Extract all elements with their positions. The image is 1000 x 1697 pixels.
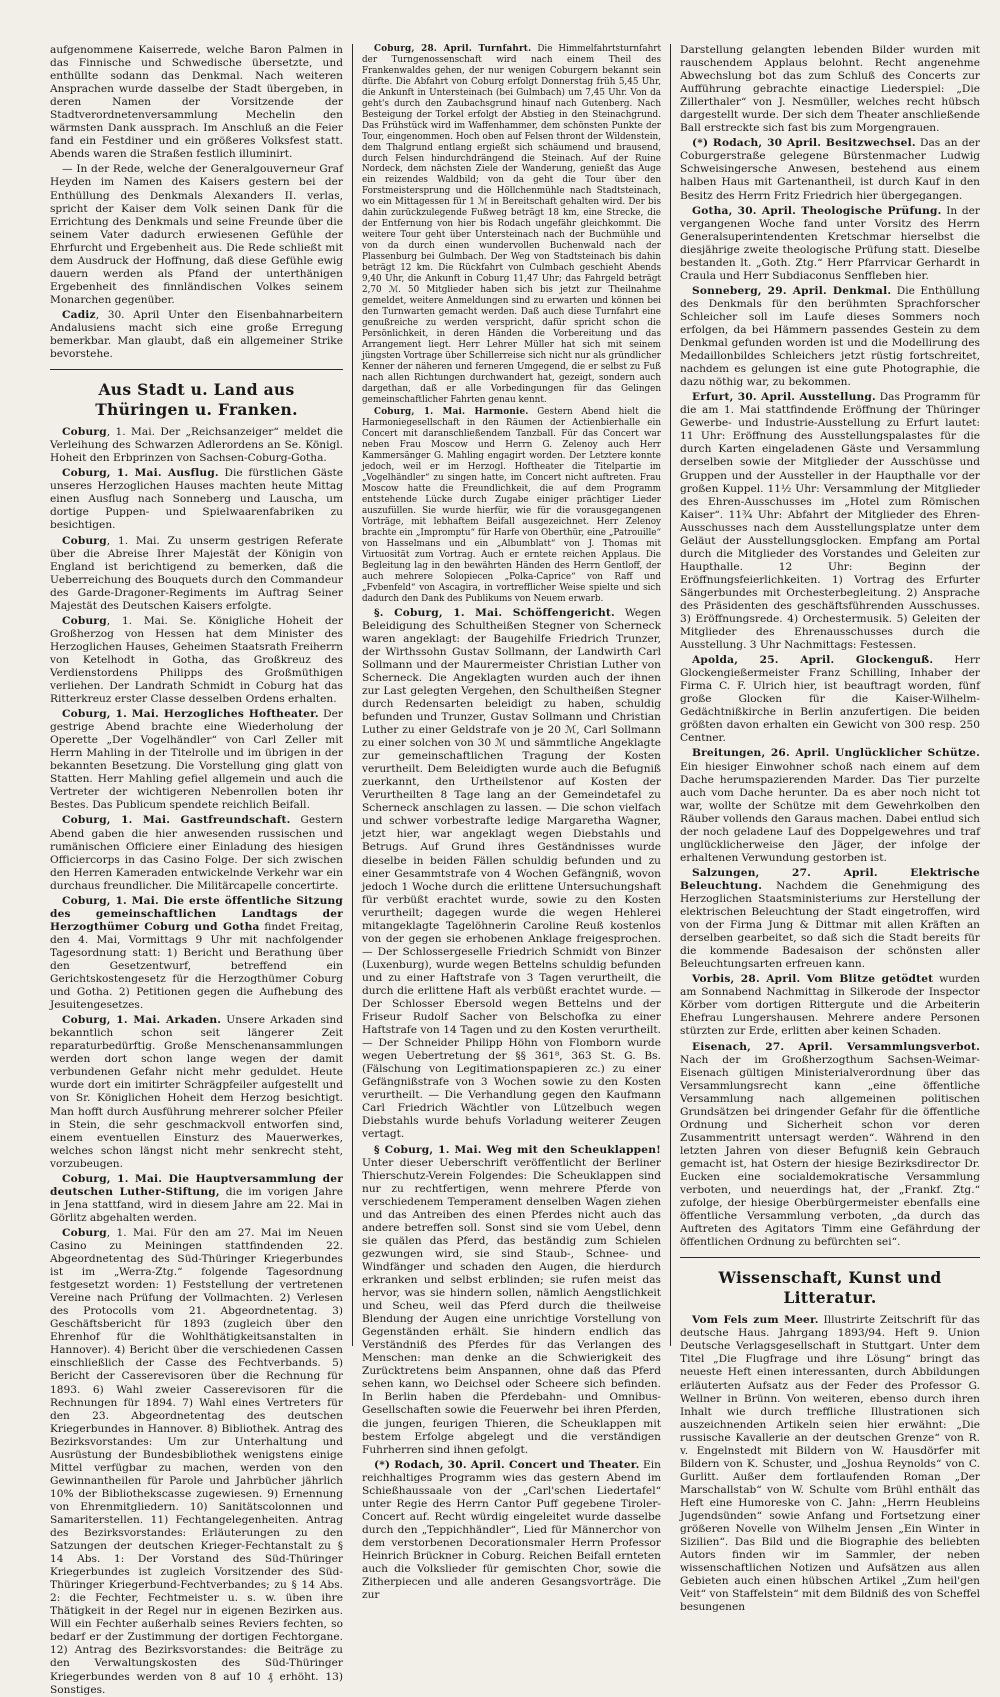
article-head: (*) Rodach, 30 April. Besitzwechsel. (692, 137, 916, 150)
article-head: Breitungen, 26. April. Unglücklicher Schütze. (692, 747, 980, 760)
article-head: Vorbis, 28. April. Vom Blitze getödtet (692, 973, 934, 986)
article-text: die im vorigen Jahre in Jena stattfand, wird in diesem Jahre am 22. Mai in Görlitz abgehalten werden. (50, 1185, 343, 1224)
article-text: Nach der im Großherzogthum Sachsen-Weimar-Eisenach gültigen Ministerialverordnung über das Versammlungsrecht kann „eine öffentliche Versammlung nach allgemeinen politischen Grundsätzen bei dringender Gefahr für die öffentliche Ordnung und Sicherheit schon vor deren Zusammentritt untersagt werden“. Während in den letzten Jahren von dieser Befugniß kein Gebrauch gemacht ist, hat Ostern der hiesige Bezirksdirector Dr. Eucken eine socialdemokratische Versammlung verboten, und neuerdings hat, der „Frankf. Ztg.“ zufolge, der hiesige Oberbürgermeister ebenfalls eine öffentliche Versammlung verboten, „da durch das Auftreten des Agitators Timm eine Gefährdung der öffentlichen Ordnung zu befürchten sei“. (680, 1053, 980, 1249)
article (680, 747, 980, 864)
article-head: Coburg (62, 614, 107, 627)
article-text: Das Programm für die am 1. Mai stattfindende Eröffnung der Thüringer Gewerbe- und Industrie-Ausstellung zu Erfurt lautet: 11 Uhr: Eröffnung des Ausstellungspalastes für die durch Karten eingeladenen Gäste und Versammlung derselben sowie der Mitglieder der Ausschüsse und Gruppen und der Aussteller in der Haupthalle vor der großen Kuppel. 11½ Uhr: Versammlung der Mitglieder des Ehren-Ausschusses im „Hotel zum Römischen Kaiser“. 11¾ Uhr: Abfahrt der Mitglieder des Ehren-Ausschusses nach dem Ausstellungsplatze unter dem Geläut der Ausstellungsglocken. Empfang am Portal durch die Mitglieder des Vorstandes und Geleiten zur Haupthalle. 12 Uhr: Beginn der Eröffnungsfeierlichkeiten. 1) Vortrag des Erfurter Sängerbundes mit Orchesterbegleitung. 2) Ansprache des Präsidenten des geschäftsführenden Ausschusses. 3) Eröffnungsrede. 4) Orchestermusik. 5) Geleiten der Mitglieder des Ehrenausschusses durch die Ausstellung. 3 Uhr Nachmittags: Festessen. (680, 391, 980, 652)
article-text: Unter dieser Ueberschrift veröffentlicht der Berliner Thierschutz-Verein Folgendes: Die Scheuklappen sind nur zu rechtfertigen, wenn mehrere Pferde von verschiedenem Temperament denselben Wagen ziehen und das Antreiben des einen Pferdes nicht auch das andere betreffen soll. Sonst sind sie vom Uebel, denn sie quälen das Pferd, das beständig zum Schielen gezwungen wird, sie sind Staub-, Schnee- und Windfänger und schaden den Augen, die hierdurch erkranken und selbst erblinden; sie rufen meist das hervor, was sie hindern sollen, nämlich Aengstlichkeit und Scheu, weil das Pferd durch die theilweise Blendung der Augen eine unrichtige Vorstellung von Gegenständen erhält. Sie hindern endlich das Verständniß des Pferdes für das Verlangen des Menschen: man denke an die Schwierigkeit des Zurücktretens beim Anspannen, ohne daß das Pferd sehen kann, wo Deichsel oder Scheere sich befinden. In Berlin haben die Pferdebahn- und Omnibus-Gesellschaften sowie die Feuerwehr bei ihren Pferden, die jungen, feurigen Thieren, die Scheuklappen mit bestem Erfolge abgelegt und die verständigen Fuhrherren sind ihnen gefolgt. (362, 1156, 661, 1456)
article-text: Herr Glockengießermeister Franz Schilling, Inhaber der Firma C. F. Ulrich hier, ist beauftragt worden, fünf große Glocken für die Kaiser-Wilhelm-Gedächtnißkirche in Berlin anzufertigen. Die beiden größten davon erhalten ein Gewicht von 300 resp. 250 Centner. (680, 654, 980, 745)
column-rule (670, 44, 671, 1346)
article (680, 205, 980, 283)
article-text: Nachdem die Genehmigung des Herzoglichen Staatsministeriums zur Herstellung der elektrischen Beleuchtung der Stadt eingetroffen, wird von der Firma Jung & Dittmar mit allen Kräften an derselben gearbeitet, so daß sich die Stadt bereits für die kommende Badesaison der schönsten aller Beleuchtungsarten erfreuen kann. (680, 879, 980, 971)
article-head: Sonneberg, 29. April. Denkmal. (692, 284, 892, 297)
article-head: Gotha, 30. April. Theologische Prüfung. (692, 204, 942, 217)
article (50, 1227, 343, 1697)
article-text: Wegen Beleidigung des Schultheißen Stegner von Scherneck waren angeklagt: der Baugehilfe Friedrich Trunzer, der Wirthssohn Gustav Sollmann, der Landwirth Carl Sollmann und der Maurermeister Christian Luther von Scherneck. Die Angeklagten wurden auch der ihnen zur Last gelegten Vergehen, den Schultheißen Stegner durch Redensarten beleidigt zu haben, schuldig befunden und Trunzer, Gustav Sollmann und Christian Luther zu einer Geldstrafe von je 20 ℳ, Carl Sollmann zu einer solchen von 30 ℳ und sämmtliche Angeklagte zur gemeinschaftlichen Tragung der Kosten verurtheilt. Dem Beleidigten wurde auch die Befugniß zuerkannt, den Urtheilstenor auf Kosten der Verurtheilten 8 Tage lang an der Gemeindetafel zu Scherneck anschlagen zu lassen. — Die schon vielfach und schwer vorbestrafte ledige Margaretha Wagner, jetzt hier, war angeklagt wegen Diebstahls und Betrugs. Auf Grund ihres Geständnisses wurde dieselbe in beiden Fällen schuldig befunden und zu einer Gesammtstrafe von 4 Wochen Gefängniß, wovon jedoch 1 Woche durch die erlittene Untersuchungshaft für verbüßt erachtet wurde, sowie zu den Kosten verurtheilt; dagegen wurde die wegen Hehlerei mitangeklagte Tagelöhnerin Caroline Reuß kostenlos von der gegen sie erhobenen Anklage freigesprochen. — Der Schlossergeselle Friedrich Schmidt von Binzer (Luxenburg), wurde wegen Bettelns schuldig befunden und zu einer Haftstrafe von 3 Tagen verurtheilt, die durch die erlittene Haft als verbüßt erachtet wurde. — Der Schlosser Ebersold wegen Bettelns und der Friseur Rudolf Sacher von Belschofka zu einer Haftstrafe von 14 Tagen und zu den Kosten verurtheilt. — Der Schneider Philipp Höhn von Flomborn wurde wegen Uebertretung der §§ 361⁸, 363 St. G. Bs. (Fälschung von Legitimationspapieren zc.) zu einer Gefängnißstrafe von 3 Wochen sowie zu den Kosten verurtheilt. — Die Verhandlung gegen den Kaufmann Carl Friedrich Wächtler von Lützelbuch wegen Diebstahls wurde behufs Vorladung weiterer Zeugen vertagt. (362, 606, 661, 1141)
article (362, 44, 661, 405)
article-text: Ein reichhaltiges Programm wies das gestern Abend im Schießhaussaale von der „Carl'schen Liedertafel“ unter Regie des Herrn Cantor Puff gegebene Tiroler-Concert auf. Recht würdig eingeleitet wurde dasselbe durch den „Teppichhändler“, Lied für Männerchor von dem verstorbenen Decorationsmaler Herrn Professor Heinrich Brückner in Coburg. Reichen Beifall ernteten auch die Volkslieder für gemischten Chor, sowie die Zitherpiecen und alle anderen Gesangsvorträge. Die zur (362, 1458, 662, 1602)
article-head: Coburg (62, 534, 107, 547)
left-column (50, 44, 344, 1696)
article-text: In der vergangenen Woche fand unter Vorsitz des Herrn Generalsuperintendenten Kretschmar hierselbst die diesjährige zweite theologische Prüfung statt. Dieselbe bestanden lt. „Goth. Ztg.“ Herr Pfarrvicar Gerhardt in Craula und Herr Subdiaconus Senffleben hier. (680, 204, 980, 282)
article (680, 137, 980, 202)
article-text: wurden am Sonnabend Nachmittag in Silkerode der Inspector Körber vom dortigen Rittergute und die Arbeiterin Ehefrau Lungershausen. Mehrere andere Personen stürzten zur Erde, erlitten aber keinen Schaden. (680, 973, 980, 1038)
paragraph: aufgenommene Kaiserrede, welche Baron Palmen in das Finnische und Schwedische übersetzte, und enthüllte sodann das Denkmal. Nach weiteren Ansprachen wurde dasselbe der Stadt übergeben, in deren Namen der Vorsitzende der Stadtverordnetenversammlung Mechelin den wärmsten Dank aussprach. Im Anschluß an die Feier fand ein Festdiner und ein größeres Volksfest statt. Abends waren die Straßen festlich illuminirt. (50, 44, 343, 161)
article (362, 407, 661, 604)
article-head: Coburg, 1. Mai. Harmonie. (374, 407, 529, 418)
article (50, 615, 343, 706)
article-text: , 1. Mai. Zu unserm gestrigen Referate über die Abreise Ihrer Majestät der Königin von England ist berichtigend zu bemerken, daß die Ueberreichung des Bouquets durch den Commandeur des Garde-Dragoner-Regiments im Auftrag Seiner Majestät des Deutschen Kaisers erfolgte. (50, 534, 343, 612)
right-column (680, 44, 980, 1614)
paragraph: Darstellung gelangten lebenden Bilder wurden mit rauschendem Applaus belohnt. Recht angenehme Abwechslung bot das zum Schluß des Concerts zur Aufführung gebrachte einactige Liederspiel: „Die Zillerthaler“ von J. Nesmüller, welches recht hübsch dargestellt wurde. Der sich dem Theater anschließende Ball erstreckte sich fast bis zum Morgengrauen. (680, 44, 980, 135)
article-text: , 1. Mai. Se. Königliche Hoheit der Großherzog von Hessen hat dem Minister des Herzoglichen Hauses, Geheimen Staatsrath Freiherrn von Ketelhodt in Gotha, das Großkreuz des Verdienstordens Philipps des Großmüthigen verliehen. Der Landrath Schmidt in Coburg hat das Ritterkreuz erster Classe desselben Ordens erhalten. (50, 614, 343, 706)
article-head: Vom Fels zum Meer. (692, 1314, 819, 1327)
article-head: Coburg, 1. Mai. Arkaden. (62, 1014, 222, 1027)
section-divider (680, 1257, 980, 1258)
paragraph: — In der Rede, welche der Generalgouverneur Graf Heyden im Namen des Kaisers gestern bei der Enthüllung des Denkmals Alexanders II. verlas, spricht der Kaiser dem Volk seinen Dank für die Errichtung des Denkmals und seine Freunde über die seinem Vater dadurch erwiesenen Gefühle der Ehrfurcht und Ergebenheit aus. Die Rede schließt mit dem Ausdruck der Hoffnung, daß diese Gefühle ewig dauern werden als Pfand der unterthänigen Ergebenheit des finnländischen Volkes seinem Monarchen gegenüber. (50, 163, 343, 306)
article (50, 535, 343, 613)
article (50, 1014, 343, 1171)
article (50, 1173, 343, 1225)
article-head: Coburg, 1. Mai. Herzogliches Hoftheater. (62, 708, 319, 721)
article (362, 607, 661, 1142)
article (50, 426, 343, 465)
article-head: Coburg, 28. April. Turnfahrt. (374, 44, 532, 54)
article (50, 895, 343, 1012)
article-text: Illustrirte Zeitschrift für das deutsche Haus. Jahrgang 1893/94. Heft 9. Union Deutsche Verlagsgesellschaft in Stuttgart. Unter dem Titel „Die Flugfrage und ihre Lösung“ bringt das neueste Heft einen interessanten, durch Abbildungen erläuterten Aufsatz aus der Feder des Professor G. Wellner in Brünn. Von weiteren, ebenso durch ihren Inhalt wie durch treffliche Illustrationen sich auszeichnenden Artikeln seien hier erwähnt: „Die russische Kavallerie an der deutschen Grenze“ von R. v. Engelnstedt mit Bildern von W. Hausdörfer mit Bildern von K. Schuster, und „Joshua Reynolds“ von C. Gurlitt. Außer dem fortlaufenden Roman „Der Marschallstab“ von W. Schulte vom Brühl enthält das Heft eine Humoreske von C. Jahn: „Herrn Heubleins Jugendsünden“ sowie Anfang und Fortsetzung einer größeren Novelle von Wilhelm Jensen „Ein Winter in Sizilien“. Das Bild und die Biographie des beliebten Autors finden wir im Sammler, der neben wissenschaftlichen Notizen und Aufsätzen aus allen Gebieten auch einen hübschen Artikel „Zum heil'gen Veit“ von Staffelstein“ mit dem Bildniß des von Scheffel besungenen (680, 1314, 980, 1614)
article-head: Eisenach, 27. April. Versammlungsverbot. (692, 1040, 980, 1053)
article (362, 1144, 661, 1457)
article-text: Der gestrige Abend brachte eine Wiederholung der Operette „Der Vogelhändler“ von Carl Zeller mit Herrn Mahling in der Titelrolle und im übrigen in der bekannten Besetzung. Die Vorstellung ging glatt von Statten. Herr Mahling gefiel allgemein und auch die Vertreter der wichtigeren Nebenrollen boten ihr Bestes. Das Publicum spendete reichlich Beifall. (50, 708, 343, 812)
article-head: Coburg (62, 426, 107, 439)
section-title: Aus Stadt u. Land aus Thüringen u. Franken. (95, 380, 298, 420)
article-text: Gestern Abend hielt die Harmoniegesellschaft in den Räumen der Actienbierhalle ein Concert mit daranschließendem Tanzball. Für das Concert war neben Frau Moscow und Herrn G. Zelenoy auch Herr Kammersänger G. Mahling engagirt worden. Der Letztere konnte jedoch, weil er im Herzogl. Hoftheater die Titelpartie im „Vogelhändler“ zu singen hatte, im Concert nicht auftreten. Frau Moscow hatte die Freundlichkeit, die auf dem Programm entstehende Lücke durch Zugabe einiger prächtiger Lieder auszufüllen. Sie wurde hierfür, wie für die vorausgegangenen Vorträge, mit lebhaftem Beifall ausgezeichnet. Herr Zelenoy brachte ein „Impromptu“ für Harfe von Oberthür, eine „Patrouille“ von Hasselmans und ein „Albumblatt“ von J. Thomas mit Virtuosität zum Vortrag. Auch er erntete reichen Applaus. Die Begleitung lag in den bewährten Händen des Herrn Gentloff, der auch mehrere Solopiecen „Polka-Caprice“ von Raff und „Fvbenfeld“ von Ascagira, in vortrefflicher Weise spielte und sich dadurch den Dank des Publikums von Neuem erwarb. (362, 407, 661, 604)
article-head: Coburg, 1. Mai. Gastfreundschaft. (62, 814, 291, 827)
article-head: Coburg (62, 1226, 107, 1239)
article (680, 654, 980, 745)
article-text: Ein hiesiger Einwohner schoß nach einem auf dem Dache herumspazierenden Marder. Das Tier purzelte auch vom Dache herunter. Da es aber noch nicht tot war, wollte der Schütze mit dem Gewehrkolben den Räuber vollends den Garaus machen. Dabei entlud sich der noch geladene Lauf des Doppelgewehres und traf unglücklicherweise den Jäger, der infolge der erhaltenen Verwundung gestorben ist. (680, 760, 980, 864)
column-rule (352, 44, 353, 1346)
article-head: Salzungen, 27. April. Elektrische Beleuchtung. (680, 866, 980, 892)
article-text: , 1. Mai. Der „Reichsanzeiger“ meldet die Verleihung des Schwarzen Adlerordens an Se. Königl. Hoheit den Erbprinzen von Sachsen-Coburg-Gotha. (50, 426, 343, 465)
article-head: Cadiz (62, 308, 96, 321)
newspaper-page (50, 44, 980, 1696)
article-head: Apolda, 25. April. Glockenguß. (692, 654, 934, 667)
article-head: Coburg, 1. Mai. Die erste öffentliche Sitzung des gemeinschaftlichen Landtags der Herzogthümer Coburg und Gotha (50, 894, 343, 933)
article-head: (*) Rodach, 30. April. Concert und Theater. (374, 1458, 640, 1471)
section-divider (50, 369, 343, 370)
article (680, 973, 980, 1038)
article-head: Erfurt, 30. April. Ausstellung. (692, 391, 876, 404)
article-text: Die Enthüllung des Denkmals für den berühmten Sprachforscher Schleicher soll im Laufe dieses Sommers noch erfolgen, da bei Hämmern passendes Gestein zu dem Denkmal gefunden worden ist und die Modellirung des Medaillonbildes Schleichers jetzt rüstig fortschreitet, nachdem es gelungen ist eine gute Photographie, die dazu nöthig war, zu bekommen. (680, 284, 980, 389)
article-text: , 1. Mai. Für den am 27. Mai im Neuen Casino zu Meiningen stattfindenden 22. Abgeordnetentag des Süd-Thüringer Kriegerbundes ist im „Werra-Ztg.“ folgende Tagesordnung festgesetzt worden: 1) Feststellung der vertretenen Vereine nach Prüfung der Vollmachten. 2) Verlesen des Protocolls vom 21. Abgeordnetentag. 3) Geschäftsbericht für 1893 (zugleich über den Ehrenhof für die Wohlthätigkeitsanstalten in Hannover). 4) Bericht über die verschiedenen Cassen einschließlich der Casse des Fechtverbands. 5) Bericht der Casserevisoren über die Rechnung für 1893. 6) Wahl zweier Casserevisoren für die Rechnungen für 1894. 7) Wahl eines Vertreters für den 23. Abgeordnetentag des deutschen Kriegerbundes in Hannover. 8) Bibliothek. Antrag des Bezirksvorstandes: Um zur Unterhaltung und Ausrüstung der Bundesbibliothek wenigstens einige Mittel verfügbar zu machen, werden von den Gewinnantheilen für Parole und Jahrbücher jährlich 10% der Bibliothekscasse zugewiesen. 9) Ernennung von Ehrenmitgliedern. 10) Sanitätscolonnen und Samariterstellen. 11) Fechtangelegenheiten. Antrag des Bezirksvorstandes: Erläuterungen zu den Satzungen der deutschen Krieger-Fechtanstalt zu § 14 Abs. 1: Der Vorstand des Süd-Thüringer Kriegerbundes ist zugleich Vorsitzender des Süd-Thüringer Kriegerbund-Fechtverbandes; zu § 14 Abs. 2: die Fechter, Fechtmeister u. s. w. üben ihre Thätigkeit in der Regel nur in eigenen Bezirken aus. Will ein Fechter außerhalb seines Reviers fechten, so bedarf er der Zustimmung der dortigen Fechtorgane. 12) Antrag des Bezirksvorstandes: die Beiträge zu den Verwaltungskosten des Süd-Thüringer Kriegerbundes werden von 8 auf 10 ₰ erhöht. 13) Sonstiges. (50, 1226, 343, 1696)
article (50, 467, 343, 532)
article-head: Coburg, 1. Mai. Die Hauptversammlung der deutschen Luther-Stiftung, (50, 1172, 343, 1198)
article (680, 285, 980, 389)
article (680, 391, 980, 652)
article-text: Unsere Arkaden sind bekanntlich schon seit längerer Zeit reparaturbedürftig. Große Menschenansammlungen werden dort schon lange wegen der damit verbundenen Gefahr nicht mehr geduldet. Heute wurde dort ein imitirter Schrägpfeiler aufgestellt und von Sr. Königlichen Hoheit dem Herzog besichtigt. Man hofft durch Ausführung mehrerer solcher Pfeiler in Stein, die sehr geschmackvoll entworfen sind, einem eventuellen Einsturz des Mauerwerkes, welches schon längst nicht mehr senkrecht steht, vorzubeugen. (50, 1014, 343, 1170)
section-title: Wissenschaft, Kunst und Litteratur. (718, 1268, 942, 1308)
article-text: Die fürstlichen Gäste unseres Herzoglichen Hauses machten heute Mittag einen Ausflug nach Sonneberg und Lauscha, um dortige Puppen- und Spielwaarenfabriken zu besichtigen. (50, 467, 343, 532)
article (362, 1459, 661, 1603)
middle-column (362, 44, 662, 1602)
article (680, 867, 980, 971)
article-text: Das an der Coburgerstraße gelegene Bürstenmacher Ludwig Schweisingersche Anwesen, bestehend aus einem halben Haus mit Gartenantheil, ist durch Kauf in den Besitz des Herrn Fritz Friedrich hier übergegangen. (680, 137, 980, 202)
article-text: Gestern Abend gaben die hier anwesenden russischen und rumänischen Officiere einer Einladung des hiesigen Officiercorps in das Casino Folge. Der sich zwischen den Herren Kameraden entwickelnde Verkehr war ein durchaus freundlicher. Die Militärcapelle concertirte. (50, 814, 344, 892)
article (50, 814, 343, 892)
article-text: , 30. April Unter den Eisenbahnarbeitern Andalusiens macht sich eine große Erregung bemerkbar. Man glaubt, daß ein allgemeiner Strike bevorstehe. (50, 308, 343, 361)
article-head: Coburg, 1. Mai. Ausflug. (62, 467, 219, 480)
article-text: Die Himmelfahrtsturnfahrt der Turngenossenschaft wird nach einem Theil des Frankenwaldes gehen, der nur wenigen Coburgern bekannt sein dürfte. Die Abfahrt von Coburg erfolgt Donnerstag früh 5,45 Uhr, die Ankunft in Untersteinach (bei Gulmbach) um 7,45 Uhr. Von da geht's durch den Zaubachsgrund hinauf nach Gutenberg. Nach Besteigung der Torkel erfolgt der Abstieg in den Steinachgrund. Das Frühstück wird im Waffenhammer, dem schönsten Punkte der Tour, eingenommen. Hoch oben auf Felsen thront der Wildenstein, dem Thalgrund entlang ergießt sich schäumend und brausend, durch Felsen hindurchdrängend die Steinach. Auf der Ruine Nordeck, dem nächsten Ziele der Wanderung, genießt das Auge ein reizendes Waldbild; von da geht die Tour über den Forstmeistersprung und die Höllchenmühle nach Stadtsteinach, wo ein Mittagessen für 1 ℳ in Bereitschaft gehalten wird. Der bis dahin zurückzulegende Fußweg beträgt 18 km, eine Strecke, die der Entfernung von hier bis Rodach ungefähr gleichkommt. Die weitere Tour geht über Untersteinach nach der Buchmühle und von da durch einen wundervollen Buchenwald nach der Plassenburg bei Gulmbach. Der Weg von Stadtsteinach bis dahin beträgt 12 km. Die Rückfahrt von Culmbach geschieht Abends 9,40 Uhr, die Ankunft in Coburg 11,47 Uhr; das Fahrgeld beträgt 2,70 ℳ. 50 Mitglieder haben sich bis jetzt zur Theilnahme gemeldet, weitere Anmeldungen sind zu erwarten und können bei den Turnwarten gemacht werden. Daß auch diese Turnfahrt eine genußreiche zu werden verspricht, dafür spricht schon die Persönlichkeit, in deren Händen die Vorbereitung und das Arrangement liegt. Herr Lehrer Müller hat sich mit seinem jüngsten Vortrage über Schillerreise sich nicht nur als gründlicher Kenner der näheren und ferneren Umgegend, die er selbst zu Fuß nach allen Richtungen durchwandert hat, gezeigt, sondern auch dargethan, daß er alle Vorbedingungen für das Gelingen gemeinschaftlicher Fahrten genau kennt. (362, 44, 661, 405)
article-text: findet Freitag, den 4. Mai, Vormittags 9 Uhr mit nachfolgender Tagesordnung statt: 1) Bericht und Berathung über den Gesetzentwurf, betreffend ein Gerichtskostengesetz für die Herzogthümer Coburg und Gotha. 2) Petitionen gegen die Aufhebung des Jesuitengesetzes. (50, 920, 343, 1012)
article (50, 708, 343, 812)
article (680, 1041, 980, 1250)
article-head: §. Coburg, 1. Mai. Schöffengericht. (374, 606, 615, 619)
article-head: § Coburg, 1. Mai. Weg mit den Scheuklappen! (374, 1143, 661, 1156)
article (680, 1314, 980, 1614)
article-cadiz (50, 309, 343, 361)
